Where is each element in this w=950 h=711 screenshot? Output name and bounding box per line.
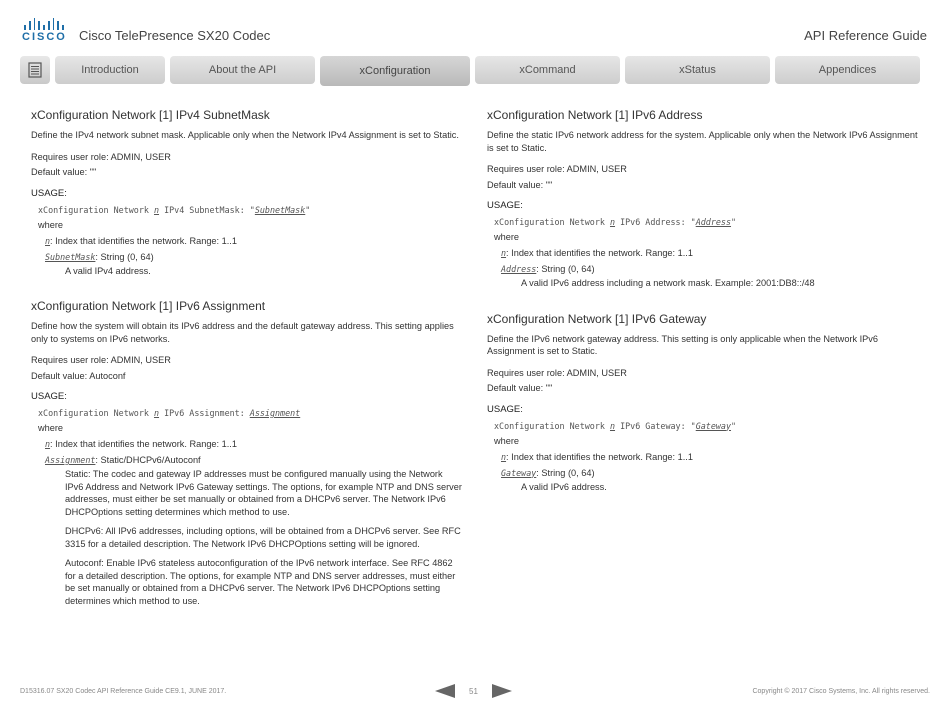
tab-appendices[interactable]: Appendices [775,56,920,84]
usage-code: xConfiguration Network n IPv4 SubnetMask: "SubnetMask" [38,204,311,215]
usage-code: xConfiguration Network n IPv6 Assignment: Assignment [38,408,301,418]
default-value: Default value: "" [487,383,553,393]
product-title: Cisco TelePresence SX20 Codec [79,28,271,43]
param-n: n: Index that identifies the network. Range: 1..1 [45,235,237,246]
tab-xconfiguration[interactable]: xConfiguration [320,56,470,86]
document-list-icon [27,62,43,78]
tab-xcommand[interactable]: xCommand [475,56,620,84]
default-value: Default value: "" [31,167,97,177]
section-ipv6-address [487,108,919,290]
tab-introduction[interactable]: Introduction [55,56,165,84]
user-role: Requires user role: ADMIN, USER [31,355,171,365]
next-page-arrow-icon[interactable] [492,684,512,698]
param-address: Address: String (0, 64) [501,264,595,274]
cisco-logo-text: CISCO [22,31,67,43]
cisco-logo-bars [24,18,64,30]
section-description: Define the static IPv6 network address for the system. Applicable only when the Network IPv6 Assignment is set to Static. [487,130,918,153]
param-description-static: Static: The codec and gateway IP addresses must be configured manually using the Network IPv6 Address and Network IPv6 Gateway settings. The options, for example NTP and DNS server addresses, must either be set manually or obtained from a DHCPv6 server. The Network IPv6 DHCPOptions setting determines which method to use. [65,469,462,517]
section-description: Define how the system will obtain its IPv6 address and the default gateway address. This setting applies only to systems on IPv6 networks. [31,321,454,344]
user-role: Requires user role: ADMIN, USER [31,151,171,162]
section-title: xConfiguration Network [1] IPv6 Gateway [487,311,707,326]
where-label: where [494,435,520,446]
menu-button[interactable] [20,56,50,84]
section-title: xConfiguration Network [1] IPv6 Address [487,108,703,122]
section-ipv6-assignment [31,299,463,607]
usage-heading: USAGE: [31,187,67,199]
usage-heading: USAGE: [31,391,67,402]
cisco-logo [22,18,67,43]
section-ipv4-subnetmask [31,108,463,277]
tab-about-the-api[interactable]: About the API [170,56,315,84]
previous-page-arrow-icon[interactable] [435,684,455,698]
page-number: 51 [469,686,478,696]
where-label: where [494,232,520,242]
where-label: where [38,423,64,433]
param-n: n: Index that identifies the network. Range: 1..1 [501,451,693,462]
param-subnetmask: SubnetMask: String (0, 64) [45,251,154,262]
usage-code: xConfiguration Network n IPv6 Address: "Address" [494,217,737,227]
guide-title: API Reference Guide [804,28,927,43]
section-ipv6-gateway [487,312,919,494]
pager [435,684,512,698]
usage-code: xConfiguration Network n IPv6 Gateway: "Gateway" [494,420,737,431]
tab-bar [20,56,930,86]
section-title: xConfiguration Network [1] IPv4 SubnetMask [31,108,270,122]
footer-document-id: D15316.07 SX20 Codec API Reference Guide CE9.1, JUNE 2017. [20,688,227,695]
usage-heading: USAGE: [487,200,523,211]
param-description-autoconf: Autoconf: Enable IPv6 stateless autoconfiguration of the IPv6 network interface. See RFC 4862 for a detailed description. The options, for example NTP and DNS server addresses, must either be set manually or obtained from a DHCPv6 server. The Network IPv6 DHCPOptions setting determines which method to use. [65,558,456,606]
footer-copyright: Copyright © 2017 Cisco Systems, Inc. All rights reserved. [752,688,930,695]
tab-xstatus[interactable]: xStatus [625,56,770,84]
section-description: Define the IPv4 network subnet mask. Applicable only when the Network IPv4 Assignment is set to Static. [31,130,459,140]
param-assignment: Assignment: Static/DHCPv6/Autoconf [45,455,201,465]
usage-heading: USAGE: [487,403,523,415]
param-description: A valid IPv6 address. [521,481,607,492]
param-n: n: Index that identifies the network. Range: 1..1 [45,439,237,449]
where-label: where [38,219,64,230]
param-description: A valid IPv4 address. [65,265,151,276]
user-role: Requires user role: ADMIN, USER [487,164,627,174]
left-column [31,108,463,629]
section-title: xConfiguration Network [1] IPv6 Assignment [31,299,266,313]
default-value: Default value: Autoconf [31,370,126,381]
user-role: Requires user role: ADMIN, USER [487,367,627,378]
param-gateway: Gateway: String (0, 64) [501,467,595,478]
default-value: Default value: "" [487,179,553,190]
param-n: n: Index that identifies the network. Range: 1..1 [501,248,693,258]
right-column [487,108,919,515]
param-description-dhcpv6: DHCPv6: All IPv6 addresses, including options, will be obtained from a DHCPv6 server. See RFC 3315 for a detailed description. The Network IPv6 DHCPOptions setting will be ignored. [65,526,461,549]
section-description: Define the IPv6 network gateway address. This setting is only applicable when the Network IPv6 Assignment is set to Static. [487,333,879,356]
param-description: A valid IPv6 address including a network mask. Example: 2001:DB8::/48 [521,278,815,288]
